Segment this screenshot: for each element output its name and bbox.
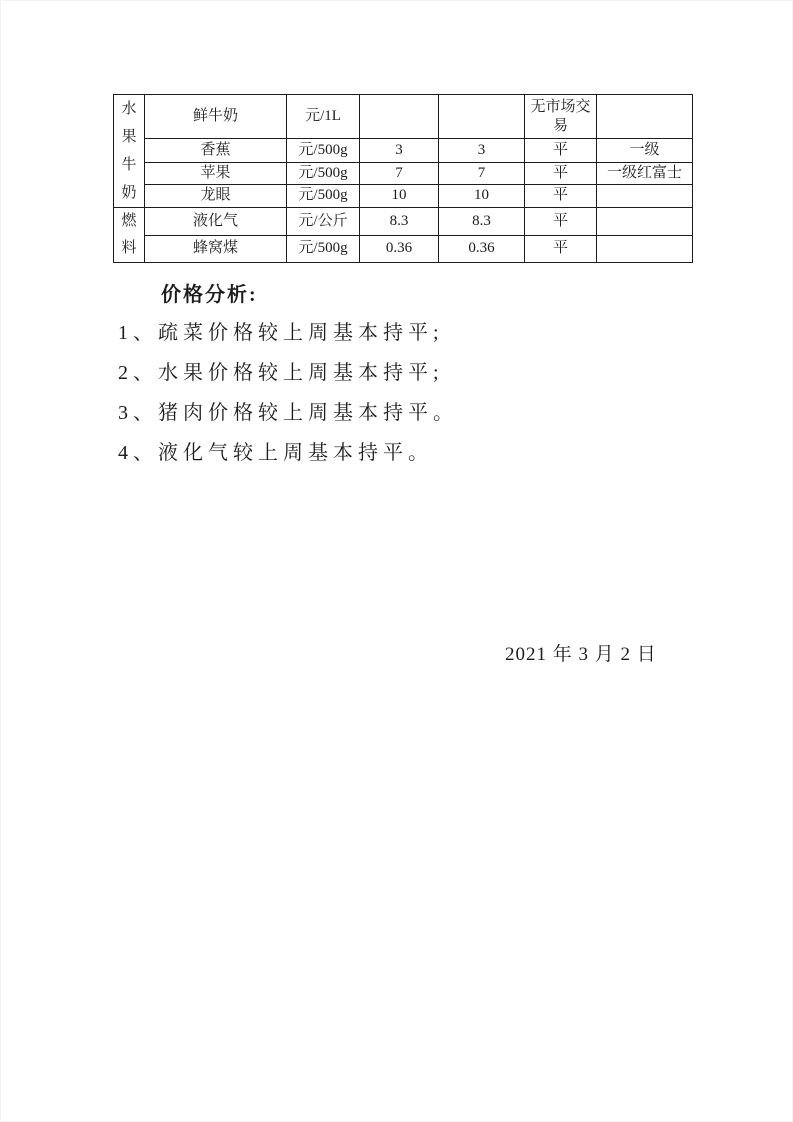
table-row: [114, 184, 693, 207]
analysis-heading: 价格分析:: [161, 284, 258, 306]
price-this-week-cell: [360, 95, 439, 139]
unit-cell: 元/500g: [287, 235, 360, 263]
table-row: [114, 235, 693, 263]
report-date: 2021 年 3 月 2 日: [505, 644, 657, 665]
unit-cell: 元/1L: [287, 95, 360, 139]
analysis-item: 3、猪肉价格较上周基本持平。: [118, 402, 458, 424]
category-cell-fruit-milk: [114, 95, 145, 208]
remark-cell: 一级: [597, 139, 693, 162]
price-last-week-cell: 3: [439, 139, 525, 162]
trend-cell: 平: [525, 184, 597, 207]
trend-cell: 平: [525, 139, 597, 162]
unit-cell: 元/公斤: [287, 208, 360, 236]
remark-cell: [597, 208, 693, 236]
trend-cell: 平: [525, 235, 597, 263]
price-this-week-cell: 10: [360, 184, 439, 207]
remark-cell: [597, 184, 693, 207]
item-cell: 香蕉: [145, 139, 287, 162]
analysis-item: 4、液化气较上周基本持平。: [118, 442, 433, 464]
price-this-week-cell: 0.36: [360, 235, 439, 263]
item-cell: 液化气: [145, 208, 287, 236]
table-row: [114, 139, 693, 162]
category-label: 燃料: [121, 213, 137, 256]
price-this-week-cell: 8.3: [360, 208, 439, 236]
analysis-item: 1、疏菜价格较上周基本持平;: [118, 322, 444, 344]
trend-cell: 无市场交易: [525, 95, 597, 139]
category-label: 水果牛奶: [121, 101, 137, 201]
trend-cell: 平: [525, 208, 597, 236]
unit-cell: 元/500g: [287, 162, 360, 184]
item-cell: 苹果: [145, 162, 287, 184]
price-last-week-cell: 7: [439, 162, 525, 184]
table-row: [114, 95, 693, 139]
price-last-week-cell: 0.36: [439, 235, 525, 263]
item-cell: 蜂窝煤: [145, 235, 287, 263]
remark-cell: [597, 235, 693, 263]
price-last-week-cell: 10: [439, 184, 525, 207]
trend-cell: 平: [525, 162, 597, 184]
price-this-week-cell: 7: [360, 162, 439, 184]
table-row: [114, 208, 693, 236]
remark-cell: 一级红富士: [597, 162, 693, 184]
table-row: [114, 162, 693, 184]
remark-cell: [597, 95, 693, 139]
price-this-week-cell: 3: [360, 139, 439, 162]
price-last-week-cell: [439, 95, 525, 139]
item-cell: 龙眼: [145, 184, 287, 207]
price-table: [113, 94, 693, 263]
unit-cell: 元/500g: [287, 139, 360, 162]
unit-cell: 元/500g: [287, 184, 360, 207]
analysis-item: 2、水果价格较上周基本持平;: [118, 362, 444, 384]
price-last-week-cell: 8.3: [439, 208, 525, 236]
item-cell: 鲜牛奶: [145, 95, 287, 139]
category-cell-fuel: [114, 208, 145, 263]
